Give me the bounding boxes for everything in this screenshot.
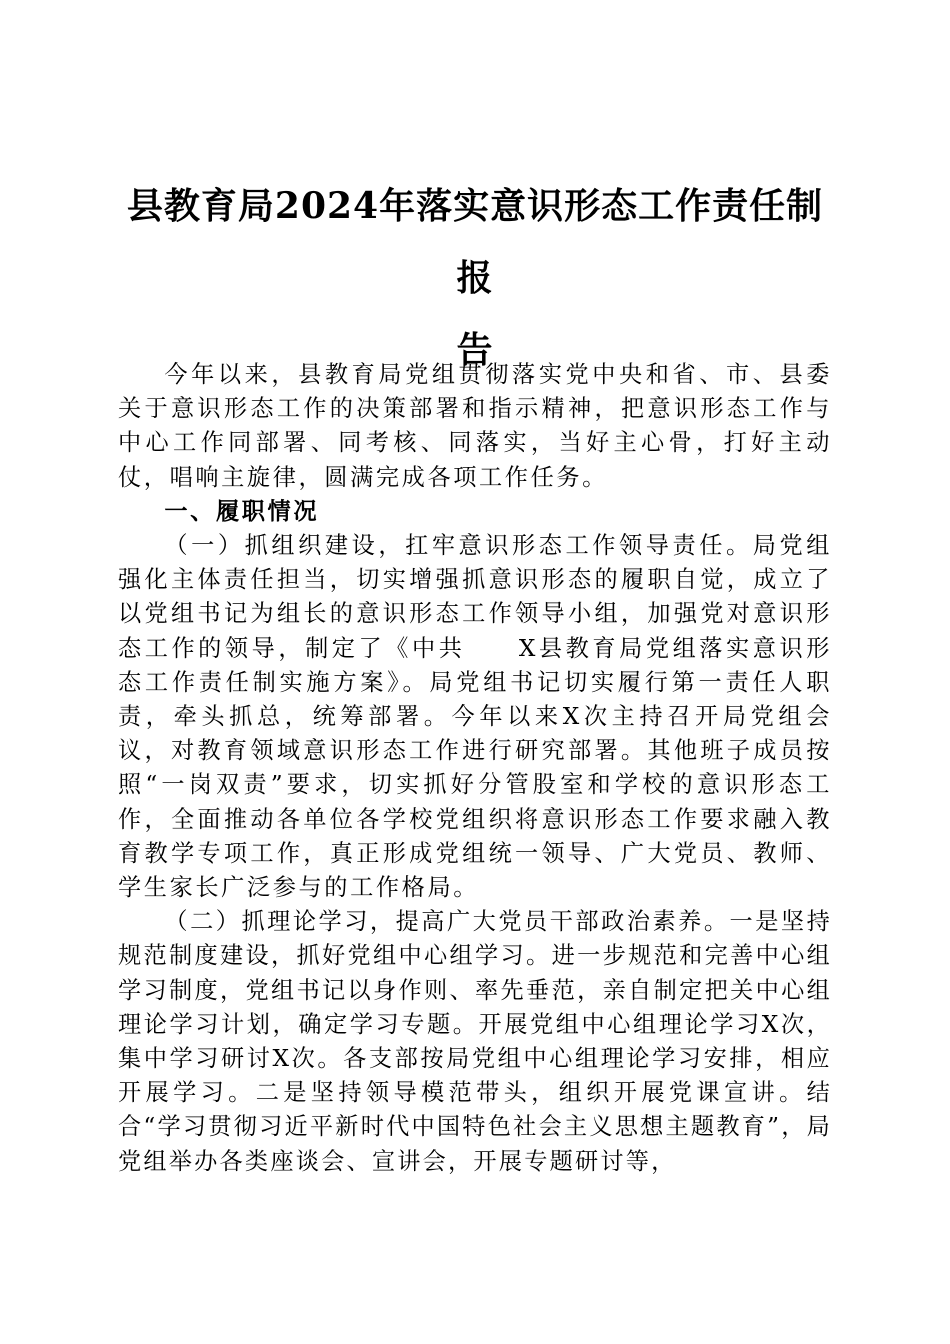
intro-paragraph: 今年以来，县教育局党组贯彻落实党中央和省、市、县委关于意识形态工作的决策部署和指示精神，把意识形态工作与中心工作同部署、同考核、同落实，当好主心骨，打好主动仗，唱响主旋律，圆满完成各项工作任务。 (118, 361, 832, 491)
title-line-1: 县教育局2024年落实意识形态工作责任制报 (126, 185, 824, 299)
section-heading-performance: 一、履职情况 (164, 497, 320, 525)
title-line-2: 告 (456, 329, 494, 371)
paragraph-theory-study: （二）抓理论学习，提高广大党员干部政治素养。一是坚持规范制度建设，抓好党组中心组学习。进一步规范和完善中心组学习制度，党组书记以身作则、率先垂范，亲自制定把关中心组理论学习计划，确定学习专题。开展党组中心组理论学习X次，集中学习研讨X次。各支部按局党组中心组理论学习安排，相应开展学习。二是坚持领导模范带头，组织开展党课宣讲。结合“学习贯彻习近平新时代中国特色社会主义思想主题教育”，局党组举办各类座谈会、宣讲会，开展专题研讨等， (118, 908, 832, 1175)
document-title (118, 170, 832, 386)
paragraph-organization-building: （一）抓组织建设，扛牢意识形态工作领导责任。局党组强化主体责任担当，切实增强抓意识形态的履职自觉，成立了以党组书记为组长的意识形态工作领导小组，加强党对意识形态工作的领导，制定了《中共 X县教育局党组落实意识形态工作责任制实施方案》。局党组书记切实履行第一责任人职责，牵头抓总，统筹部署。今年以来X次主持召开局党组会议，对教育领域意识形态工作进行研究部署。其他班子成员按照“一岗双责”要求，切实抓好分管股室和学校的意识形态工作，全面推动各单位各学校党组织将意识形态工作要求融入教育教学专项工作，真正形成党组统一领导、广大党员、教师、学生家长广泛参与的工作格局。 (118, 532, 832, 902)
document-body (118, 358, 832, 1179)
